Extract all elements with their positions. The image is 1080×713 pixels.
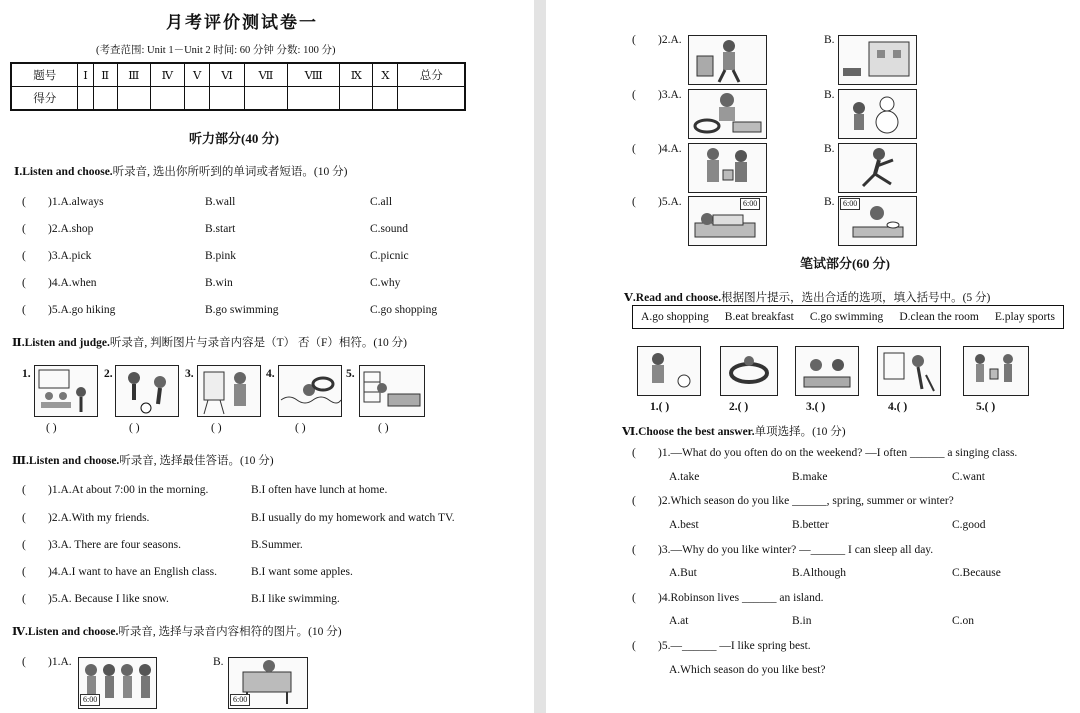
option-c: C.why: [370, 277, 401, 289]
question-text: )3.—Why do you like winter? —______ I can sleep all day.: [658, 544, 934, 556]
score-table: [10, 62, 466, 111]
option-c: C.all: [370, 196, 393, 208]
score-cell: Ⅳ: [150, 63, 184, 87]
picture-number: 3.: [185, 368, 194, 380]
option-b: B.I often have lunch at home.: [251, 484, 388, 496]
section-1-heading: [14, 163, 347, 179]
answer-paren[interactable]: (: [632, 640, 636, 652]
swim-ring-illustration: [721, 347, 777, 395]
judge-blank[interactable]: ( ): [129, 422, 140, 434]
option-a: A.But: [669, 567, 697, 579]
score-cell: 总分: [398, 63, 465, 87]
picture-swimming: [278, 365, 342, 417]
section-4-heading: [12, 623, 342, 639]
picture-number: 2.: [104, 368, 113, 380]
option-a: )5.A.go hiking: [48, 304, 116, 316]
section-4-instruction: 听录音, 选择与录音内容相符的图片。(10 分): [118, 626, 342, 638]
answer-paren[interactable]: (: [22, 196, 26, 208]
option-a: A.take: [669, 471, 700, 483]
score-input-cell[interactable]: [184, 87, 209, 111]
shopping-illustration: [689, 144, 766, 192]
answer-paren[interactable]: (: [632, 143, 636, 155]
question-text: )2.Which season do you like ______, spring, summer or winter?: [658, 495, 954, 507]
option-box: [632, 305, 1064, 329]
picture-street: [838, 35, 917, 85]
score-input-cell[interactable]: [398, 87, 465, 111]
answer-paren[interactable]: (: [22, 512, 26, 524]
score-cell: Ⅷ: [288, 63, 340, 87]
section-3-heading: [12, 452, 274, 468]
answer-paren[interactable]: (: [22, 566, 26, 578]
answer-paren[interactable]: (: [632, 196, 636, 208]
score-cell: Ⅴ: [184, 63, 209, 87]
v-answer-blank[interactable]: 1.( ): [650, 401, 670, 413]
picture-v-1: [637, 346, 701, 396]
score-input-cell[interactable]: [244, 87, 287, 111]
option-a: )5.A. Because I like snow.: [48, 593, 169, 605]
hiking-illustration: [689, 36, 766, 84]
clean-room-illustration: [878, 347, 940, 395]
bedroom-illustration: [360, 366, 424, 416]
option-c: C.on: [952, 615, 975, 627]
time-label: 6:00: [840, 198, 860, 210]
option-b: B.Summer.: [251, 539, 303, 551]
judge-blank[interactable]: ( ): [378, 422, 389, 434]
v-answer-blank[interactable]: 4.( ): [888, 401, 908, 413]
classroom-illustration: [35, 366, 97, 416]
option-b: B.wall: [205, 196, 236, 208]
cooking-illustration: [689, 90, 766, 138]
answer-paren[interactable]: (: [22, 593, 26, 605]
question-text: )4.Robinson lives ______ an island.: [658, 592, 824, 604]
option-b: B.start: [205, 223, 236, 235]
section-6-instruction: 单项选择。(10 分): [754, 426, 846, 438]
v-answer-blank[interactable]: 3.( ): [806, 401, 826, 413]
answer-paren[interactable]: (: [22, 304, 26, 316]
option-item: D.clean the room: [899, 311, 979, 323]
swimming-illustration: [279, 366, 341, 416]
option-b-label: B.: [824, 34, 835, 46]
section-3-title: Ⅲ.Listen and choose.: [12, 455, 120, 467]
option-a-label: )3.A.: [658, 89, 682, 101]
score-cell: Ⅶ: [244, 63, 287, 87]
score-cell: Ⅲ: [117, 63, 150, 87]
option-b-label: B.: [824, 196, 835, 208]
score-cell: 题号: [11, 63, 78, 87]
score-input-cell[interactable]: [210, 87, 244, 111]
running-illustration: [839, 144, 916, 192]
score-input-cell[interactable]: [78, 87, 93, 111]
section-3-instruction: 听录音, 选择最佳答语。(10 分): [119, 455, 274, 467]
answer-paren[interactable]: (: [22, 539, 26, 551]
answer-paren[interactable]: (: [632, 495, 636, 507]
score-cell: Ⅹ: [373, 63, 398, 87]
answer-paren[interactable]: (: [632, 89, 636, 101]
option-item: C.go swimming: [809, 311, 884, 323]
time-label: 6:00: [740, 198, 760, 210]
v-answer-blank[interactable]: 5.( ): [976, 401, 996, 413]
play-sports-illustration: [638, 347, 700, 395]
picture-v-3: [795, 346, 859, 396]
option-b: B.I like swimming.: [251, 593, 340, 605]
option-b: B.in: [792, 615, 812, 627]
option-a: )2.A.shop: [48, 223, 94, 235]
option-b: B.I want some apples.: [251, 566, 353, 578]
answer-paren[interactable]: (: [22, 250, 26, 262]
answer-paren[interactable]: (: [632, 34, 636, 46]
score-input-cell[interactable]: [150, 87, 184, 111]
option-item: B.eat breakfast: [724, 311, 794, 323]
picture-shopping: [688, 143, 767, 193]
option-c: C.want: [952, 471, 985, 483]
picture-number: 5.: [346, 368, 355, 380]
section-5-heading: [624, 289, 990, 305]
score-input-cell[interactable]: [373, 87, 398, 111]
option-b: B.I usually do my homework and watch TV.: [251, 512, 455, 524]
picture-v-4: [877, 346, 941, 396]
picture-v-5: [963, 346, 1029, 396]
section-1-title: Ⅰ.Listen and choose.: [14, 166, 113, 178]
answer-paren[interactable]: (: [22, 223, 26, 235]
eat-illustration: [796, 347, 858, 395]
snowman-illustration: [839, 90, 916, 138]
option-b: B.better: [792, 519, 829, 531]
listening-heading: 听力部分(40 分): [189, 131, 279, 146]
option-a: A.Which season do you like best?: [669, 664, 826, 676]
option-c: C.sound: [370, 223, 409, 235]
answer-paren[interactable]: (: [22, 277, 26, 289]
picture-number: 1.: [22, 368, 31, 380]
picture-number: 4.: [266, 368, 275, 380]
option-a: A.best: [669, 519, 699, 531]
score-table-header-row: [11, 63, 465, 87]
option-b: B.go swimming: [205, 304, 279, 316]
option-c: C.picnic: [370, 250, 409, 262]
question-text: )5.—______ —I like spring best.: [658, 640, 811, 652]
option-b: B.make: [792, 471, 828, 483]
option-b: B.win: [205, 277, 233, 289]
picture-snowman: [838, 89, 917, 139]
option-a: )4.A.I want to have an English class.: [48, 566, 217, 578]
judge-blank[interactable]: ( ): [211, 422, 222, 434]
page-gutter: [534, 0, 546, 713]
section-2-heading: [12, 334, 407, 350]
section-6-title: Ⅵ.Choose the best answer.: [622, 426, 755, 438]
section-2-title: Ⅱ.Listen and judge.: [12, 337, 110, 349]
section-4-title: Ⅳ.Listen and choose.: [12, 626, 119, 638]
answer-paren[interactable]: (: [632, 447, 636, 459]
picture-classroom: [34, 365, 98, 417]
score-input-cell[interactable]: [288, 87, 340, 111]
picture-bedroom: [359, 365, 425, 417]
section-2-instruction: 听录音, 判断图片与录音内容是（T） 否（F）相符。(10 分): [109, 337, 407, 349]
option-c: C.Because: [952, 567, 1001, 579]
score-input-cell[interactable]: [93, 87, 117, 111]
option-c: C.go shopping: [370, 304, 438, 316]
option-a: )1.A.always: [48, 196, 104, 208]
exam-page-left[interactable]: [0, 0, 534, 713]
option-c: C.good: [952, 519, 986, 531]
question-text: )1.—What do you often do on the weekend? —I often ______ a singing class.: [658, 447, 1018, 459]
picture-football: [115, 365, 179, 417]
judge-blank[interactable]: ( ): [46, 422, 57, 434]
score-cell: Ⅱ: [93, 63, 117, 87]
picture-v-2: [720, 346, 778, 396]
exam-title: 月考评价测试卷一: [166, 13, 318, 32]
score-cell: Ⅰ: [78, 63, 93, 87]
picture-painting: [197, 365, 261, 417]
section-5-instruction: 根据图片提示，选出合适的选项，填入括号中。(5 分): [721, 292, 991, 304]
option-a: )3.A.pick: [48, 250, 92, 262]
option-a-label: )2.A.: [658, 34, 682, 46]
score-cell: Ⅵ: [210, 63, 244, 87]
option-a-label: )1.A.: [48, 656, 72, 668]
score-table-score-row: [11, 87, 465, 111]
street-illustration: [839, 36, 916, 84]
option-b-label: B.: [824, 143, 835, 155]
option-a-label: )5.A.: [658, 196, 682, 208]
exam-subtitle: (考查范围: Unit 1－Unit 2 时间: 60 分钟 分数: 100 分): [96, 45, 336, 56]
picture-running: [838, 143, 917, 193]
painting-illustration: [198, 366, 260, 416]
option-b-label: B.: [824, 89, 835, 101]
option-b: B.Although: [792, 567, 846, 579]
writing-heading: 笔试部分(60 分): [800, 256, 890, 271]
option-a: A.at: [669, 615, 689, 627]
answer-paren[interactable]: (: [22, 656, 26, 668]
option-a: )4.A.when: [48, 277, 97, 289]
shopping-kids-illustration: [964, 347, 1028, 395]
picture-cooking: [688, 89, 767, 139]
option-b: B.pink: [205, 250, 236, 262]
option-item: A.go shopping: [641, 311, 709, 323]
score-input-cell[interactable]: [340, 87, 373, 111]
answer-paren[interactable]: (: [632, 592, 636, 604]
option-a: )1.A.At about 7:00 in the morning.: [48, 484, 209, 496]
section-6-heading: [622, 423, 846, 439]
section-5-title: Ⅴ.Read and choose.: [624, 292, 722, 304]
score-label-cell: 得分: [11, 87, 78, 111]
picture-hiking-man: [688, 35, 767, 85]
answer-paren[interactable]: (: [22, 484, 26, 496]
option-b-label: B.: [213, 656, 224, 668]
time-label: 6:00: [80, 694, 100, 706]
option-a: )3.A. There are four seasons.: [48, 539, 181, 551]
v-answer-blank[interactable]: 2.( ): [729, 401, 749, 413]
option-item: E.play sports: [994, 311, 1055, 323]
answer-paren[interactable]: (: [632, 544, 636, 556]
section-1-instruction: 听录音, 选出你所听到的单词或者短语。(10 分): [112, 166, 348, 178]
time-label: 6:00: [230, 694, 250, 706]
judge-blank[interactable]: ( ): [295, 422, 306, 434]
option-a-label: )4.A.: [658, 143, 682, 155]
score-input-cell[interactable]: [117, 87, 150, 111]
option-a: )2.A.With my friends.: [48, 512, 150, 524]
score-cell: Ⅸ: [340, 63, 373, 87]
football-illustration: [116, 366, 178, 416]
